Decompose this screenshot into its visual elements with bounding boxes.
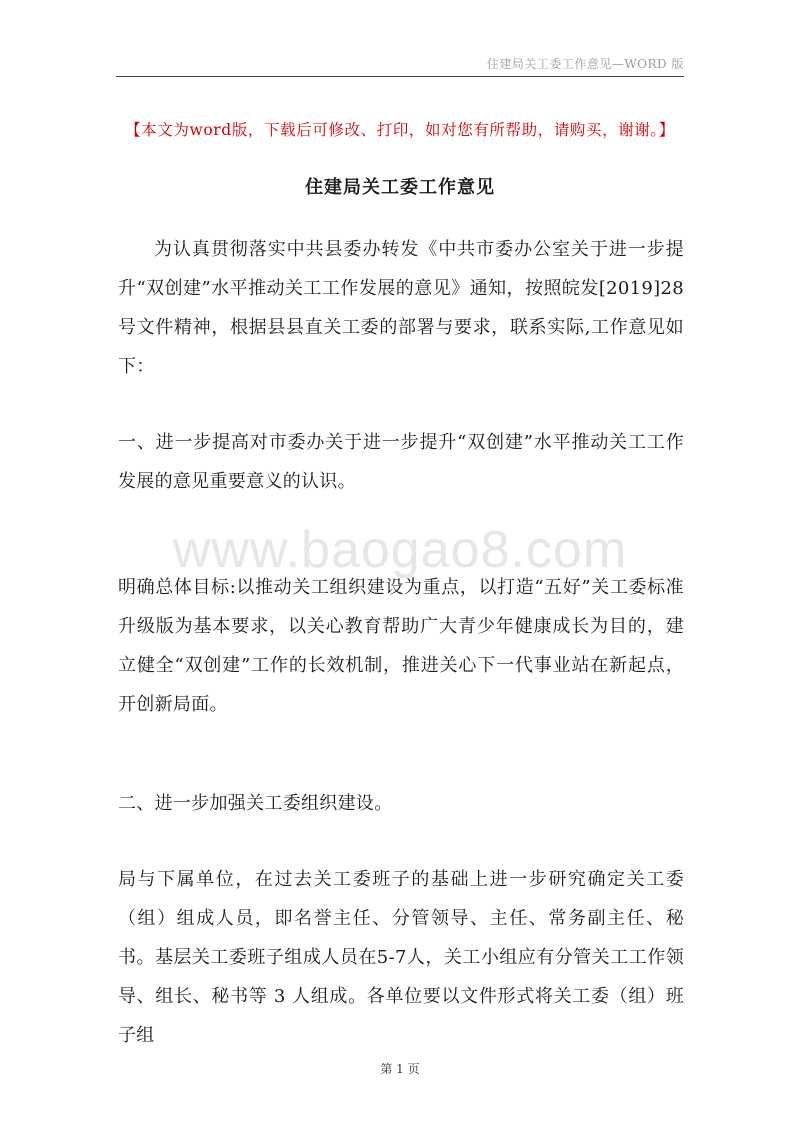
paragraph-organization: 局与下属单位，在过去关工委班子的基础上进一步研究确定关工委（组）组成人员，即名誉主任、分管领导、主任、常务副主任、秘书。基层关工委班子组成人员在5-7人，关工小组应有分管关工工作领导、组长、秘书等 3 人组成。各单位要以文件形式将关工委（组）班子组	[118, 869, 684, 1046]
watermark: www.baogao8.com	[172, 521, 628, 579]
document-title: 住建局关工委工作意见	[305, 177, 495, 198]
section-heading-2: 二、进一步加强关工委组织建设。	[118, 793, 393, 814]
page-number: 第 1 页	[380, 1062, 420, 1076]
running-header: 住建局关工委工作意见—WORD 版	[486, 57, 684, 71]
section-heading-1: 一、进一步提高对市委办关于进一步提升“双创建”水平推动关工工作发展的意见重要意义的认识。	[118, 432, 684, 492]
paragraph-intro: 为认真贯彻落实中共县委办转发《中共市委办公室关于进一步提升“双创建”水平推动关工工作发展的意见》通知，按照皖发[2019]28号文件精神，根据县县直关工委的部署与要求，联系实际,工作意见如下：	[118, 239, 684, 377]
paragraph-goals: 明确总体目标:以推动关工组织建设为重点，以打造“五好”关工委标准升级版为基本要求，以关心教育帮助广大青少年健康成长为目的，建立健全“双创建”工作的长效机制，推进关心下一代事业站在新起点，开创新局面。	[118, 577, 684, 715]
purchase-notice: 【本文为word版，下载后可修改、打印，如对您有所帮助，请购买，谢谢。】	[125, 121, 675, 139]
header-divider	[116, 76, 684, 77]
